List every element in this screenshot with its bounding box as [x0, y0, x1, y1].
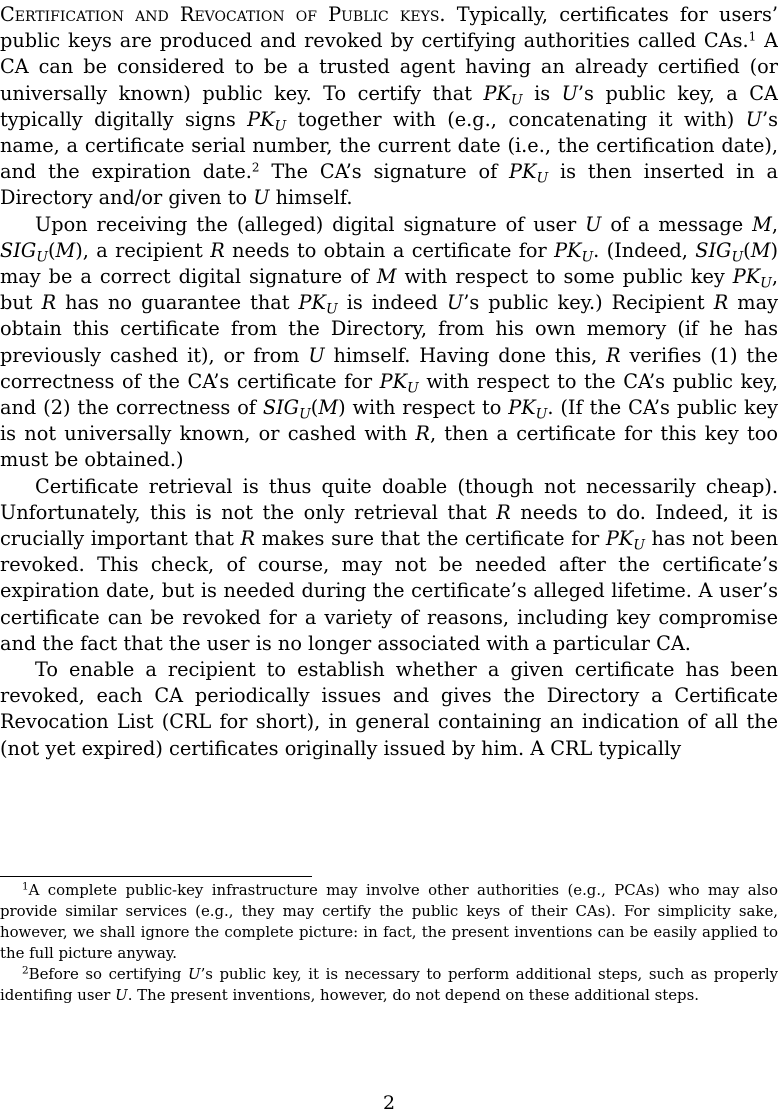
footnote-marker: 1: [748, 29, 757, 44]
text-run: (: [47, 238, 56, 262]
math-symbol: M: [376, 265, 397, 289]
text-run: Certificate retrieval is thus quite doable (though not necessarily cheap). Unfortunately, this is not the only retrieval that: [0, 474, 778, 524]
text-run: To enable a recipient to establish whether a given certificate has been revoked, each CA periodically issues and gives the Directory a Certificate Revocation List (CRL for short), in general containing an indication of all the (not yet expired) certificates originally issued by him. A CRL typically: [0, 658, 778, 760]
text-run: . (Indeed,: [593, 238, 696, 262]
math-symbol: R: [240, 527, 256, 551]
text-run: ): [338, 396, 346, 420]
page-number: 2: [382, 1092, 396, 1114]
math-subscript: U: [633, 537, 645, 554]
text-run: may be a correct digital signature of: [0, 265, 377, 289]
math-symbol: U: [585, 212, 602, 236]
paragraph-crl: [0, 657, 778, 762]
math-symbol: M: [750, 238, 771, 262]
text-run: is: [522, 81, 562, 105]
text-run: ,: [771, 212, 778, 236]
math-symbol: U: [253, 186, 270, 210]
math-symbol: U: [745, 107, 762, 131]
text-run: of a message: [601, 212, 753, 236]
body-text: [0, 2, 778, 762]
math-symbol: PK: [247, 107, 275, 131]
text-run: Before so certifying: [28, 965, 188, 983]
math-symbol: R: [606, 343, 621, 367]
text-run: , a recipient: [82, 238, 211, 262]
text-run: verifies (1) the correctness of the CA’s certificate for: [0, 343, 778, 393]
paragraph-certificate-retrieval: [0, 474, 778, 657]
text-run: together with (e.g., concatenating it with): [286, 107, 746, 131]
footnote-2: [0, 964, 778, 1006]
text-run: (: [310, 396, 319, 420]
math-symbol: PK: [605, 527, 634, 551]
math-symbol: U: [115, 986, 128, 1004]
section-heading: Certification and Revocation of Public keys.: [0, 3, 446, 26]
footnote-1: [0, 880, 778, 964]
text-run: with respect to the CA’s public key, and (2) the correctness of: [0, 369, 778, 420]
math-symbol: R: [210, 238, 225, 262]
math-subscript: U: [535, 406, 548, 423]
math-subscript: U: [325, 301, 338, 318]
math-symbol: U: [561, 81, 578, 105]
math-symbol: U: [308, 343, 325, 367]
math-subscript: U: [731, 249, 744, 266]
math-subscript: U: [760, 275, 772, 292]
math-symbol: R: [496, 500, 511, 524]
math-symbol: U: [188, 965, 201, 983]
math-subscript: U: [536, 170, 549, 187]
text-run: The CA’s signature of: [259, 160, 510, 184]
math-symbol: R: [41, 291, 57, 315]
footnote-marker: 1: [22, 880, 29, 893]
math-symbol: PK: [732, 265, 761, 289]
text-run: himself. Having done this,: [324, 343, 607, 367]
math-subscript: U: [581, 249, 594, 266]
math-symbol: PK: [508, 396, 536, 420]
footnote-rule: [0, 876, 312, 877]
text-run: has no guarantee that: [56, 291, 299, 315]
text-run: may obtain this certificate from the Directory, from his own memory (if he has previously cashed it), or from: [0, 291, 778, 367]
math-subscript: U: [407, 380, 419, 397]
math-symbol: SIG: [262, 396, 300, 420]
text-run: ’s name, a certificate serial number, the current date (i.e., the certification date), and the expiration date.: [0, 107, 778, 184]
math-subscript: U: [299, 406, 311, 423]
text-run: ’s public key, it is necessary to perform additional steps, such as properly identifing user: [0, 965, 778, 1004]
text-run: needs to obtain a certificate for: [224, 238, 555, 262]
text-run: . (If the CA’s public key is not universally known, or cashed with: [0, 396, 778, 446]
text-run: with respect to some public key: [396, 265, 733, 289]
footnote-marker: 2: [251, 160, 260, 175]
math-symbol: M: [318, 396, 339, 420]
text-run: needs to do. Indeed, it is crucially important that: [0, 500, 778, 551]
math-subscript: U: [36, 249, 48, 266]
text-run: with respect to: [345, 396, 509, 420]
text-run: Upon receiving the (alleged) digital signature of user: [35, 212, 586, 236]
math-symbol: R: [713, 291, 729, 315]
text-run: ’s public key, a CA typically digitally signs: [0, 81, 778, 131]
paragraph-receiving-signature: [0, 212, 778, 474]
text-run: ’s public key.) Recipient: [463, 291, 714, 315]
text-run: , but: [0, 265, 778, 315]
text-run: is indeed: [337, 291, 447, 315]
math-symbol: PK: [509, 160, 537, 184]
footnotes: [0, 880, 778, 1006]
text-run: (: [743, 238, 751, 262]
text-run: . The present inventions, however, do not depend on these additional steps.: [127, 986, 699, 1004]
text-run: ): [770, 238, 778, 262]
text-run: himself.: [269, 186, 353, 210]
text-run: , then a certificate for this key too must be obtained.): [0, 422, 778, 472]
text-run: ): [75, 238, 83, 262]
math-symbol: U: [446, 291, 464, 315]
text-run: Typically, certificates for users’ public keys are produced and revoked by certifying authorities called CAs.: [0, 3, 778, 53]
math-symbol: PK: [554, 238, 582, 262]
math-symbol: PK: [379, 369, 408, 393]
math-symbol: M: [55, 238, 76, 262]
math-symbol: SIG: [0, 238, 37, 262]
math-symbol: PK: [483, 81, 511, 105]
math-symbol: PK: [298, 291, 326, 315]
text-run: has not been revoked. This check, of course, may not be needed after the certificate’s expiration date, but is needed during the certificate’s alleged lifetime. A user’s certificate can be revoked for a variety of reasons, including key compromise and the fact that the user is no longer associated with a particular CA.: [0, 527, 778, 655]
math-subscript: U: [274, 118, 287, 135]
text-run: A CA can be considered to be a trusted agent having an already certified (or universally known) public key. To certify that: [0, 29, 778, 105]
text-run: A complete public-key infrastructure may involve other authorities (e.g., PCAs) who may also provide similar services (e.g., they may certify the public keys of their CAs). For simplicity sake, however, we shall ignore the complete picture: in fact, the present inventions can be easily applied to the full picture anyway.: [0, 881, 778, 962]
math-symbol: SIG: [695, 238, 732, 262]
paragraph-certification: [0, 2, 778, 212]
math-subscript: U: [510, 92, 523, 109]
footnote-marker: 2: [22, 964, 29, 977]
text-run: makes sure that the certificate for: [255, 527, 606, 551]
math-symbol: R: [415, 422, 430, 446]
math-symbol: M: [752, 212, 772, 236]
text-run: is then inserted in a Directory and/or given to: [0, 160, 778, 210]
